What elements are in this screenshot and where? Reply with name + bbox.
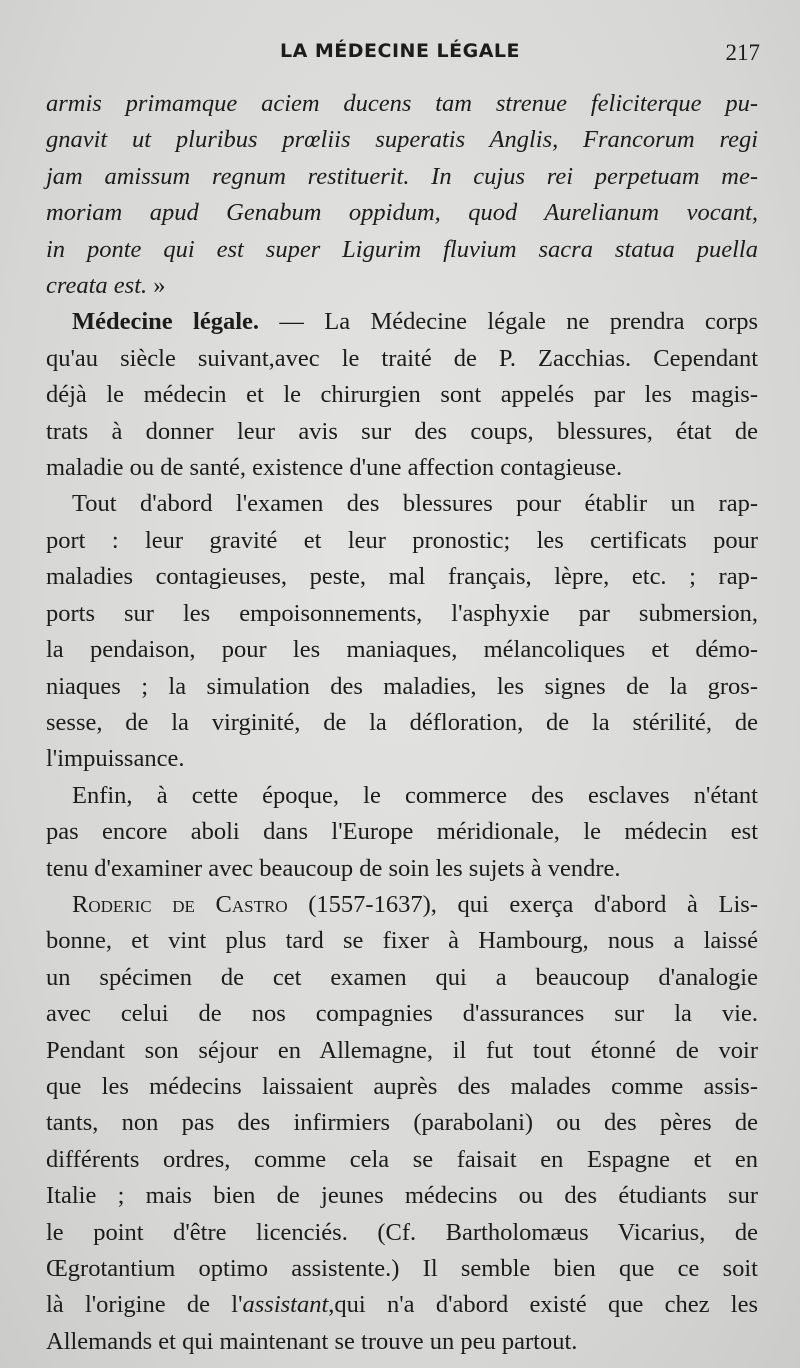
paragraph-line: Italie ; mais bien de jeunes médecins ou des étudiants sur xyxy=(46,1182,758,1210)
section-lead-in: — La Médecine légale ne prendra corps xyxy=(259,308,758,336)
paragraph-line: Pendant son séjour en Allemagne, il fut tout étonné de voir xyxy=(46,1036,758,1064)
latin-quote-line: in ponte qui est super Ligurim fluvium sacra statua puella xyxy=(46,235,758,263)
section-heading: Médecine légale. xyxy=(72,308,260,336)
author-line-rest: (1557-1637), qui exerça d'abord à Lis- xyxy=(287,890,758,918)
latin-quote-end-line xyxy=(46,268,758,304)
paragraph-last-line: maladie ou de santé, existence d'une affection contagieuse. xyxy=(46,454,623,482)
paragraph-line: qu'au siècle suivant,avec le traité de P. Zacchias. Cependant xyxy=(46,344,758,372)
paragraph-line: port : leur gravité et leur pronostic; les certificats pour xyxy=(46,526,758,554)
paragraph-line: sesse, de la virginité, de la défloration, de la stérilité, de xyxy=(46,708,758,736)
page-number: 217 xyxy=(725,40,760,65)
paragraph-line: bonne, et vint plus tard se fixer à Hambourg, nous a laissé xyxy=(46,927,758,955)
author-name: Roderic de Castro xyxy=(72,890,288,918)
latin-quote-line: armis primamque aciem ducens tam strenue feliciterque pu- xyxy=(46,90,758,117)
author-line xyxy=(46,887,758,923)
paragraph-line: Œgrotantium optimo assistente.) Il semble bien que ce soit xyxy=(46,1255,758,1282)
paragraph-line: Tout d'abord l'examen des blessures pour établir un rap- xyxy=(72,490,758,518)
italic-term: assistant xyxy=(242,1291,329,1319)
paragraph-line: niaques ; la simulation des maladies, les signes de la gros- xyxy=(46,672,758,700)
section-heading-line xyxy=(46,304,758,340)
line-segment: ,qui n'a d'abord existé que chez les xyxy=(328,1291,758,1319)
latin-quote-line: jam amissum regnum restituerit. In cujus rei perpetuam me- xyxy=(46,162,758,190)
running-head: LA MÉDECINE LÉGALE xyxy=(279,40,521,62)
paragraph-line: pas encore aboli dans l'Europe méridionale, le médecin est xyxy=(46,818,758,846)
paragraph-line: la pendaison, pour les maniaques, mélancoliques et démo- xyxy=(46,636,758,664)
paragraph-line: déjà le médecin et le chirurgien sont appelés par les magis- xyxy=(46,381,758,409)
paragraph-line: le point d'être licenciés. (Cf. Bartholomæus Vicarius, de xyxy=(46,1218,758,1246)
paragraph-last-line: tenu d'examiner avec beaucoup de soin les sujets à vendre. xyxy=(46,854,621,882)
line-segment: là l'origine de l' xyxy=(46,1291,243,1319)
latin-quote-line: moriam apud Genabum oppidum, quod Aurelianum vocant, xyxy=(46,199,758,227)
paragraph-line: différents ordres, comme cela se faisait en Espagne et en xyxy=(46,1145,758,1173)
paragraph-line: trats à donner leur avis sur des coups, blessures, état de xyxy=(46,417,758,445)
latin-quote-last-line: creata est. xyxy=(46,272,148,300)
paragraph-line: avec celui de nos compagnies d'assurances sur la vie. xyxy=(46,1000,758,1028)
paragraph-line: ports sur les empoisonnements, l'asphyxie par submersion, xyxy=(46,599,758,627)
paragraph-line xyxy=(46,1287,758,1323)
page-header xyxy=(0,40,800,76)
paragraph-line: maladies contagieuses, peste, mal français, lèpre, etc. ; rap- xyxy=(46,563,758,591)
paragraph-last-line: l'impuissance. xyxy=(46,745,185,773)
body-text xyxy=(46,86,758,1360)
closing-quote: » xyxy=(147,272,166,300)
paragraph-last-line: Allemands et qui maintenant se trouve un peu partout. xyxy=(46,1327,578,1355)
paragraph-line: un spécimen de cet examen qui a beaucoup d'analogie xyxy=(46,963,758,991)
paragraph-line: Enfin, à cette époque, le commerce des esclaves n'étant xyxy=(72,781,758,809)
paragraph-line: que les médecins laissaient auprès des malades comme assis- xyxy=(46,1072,758,1100)
latin-quote-line: gnavit ut pluribus prœliis superatis Anglis, Francorum regi xyxy=(46,126,758,154)
paragraph-line: tants, non pas des infirmiers (parabolani) ou des pères de xyxy=(46,1109,758,1137)
